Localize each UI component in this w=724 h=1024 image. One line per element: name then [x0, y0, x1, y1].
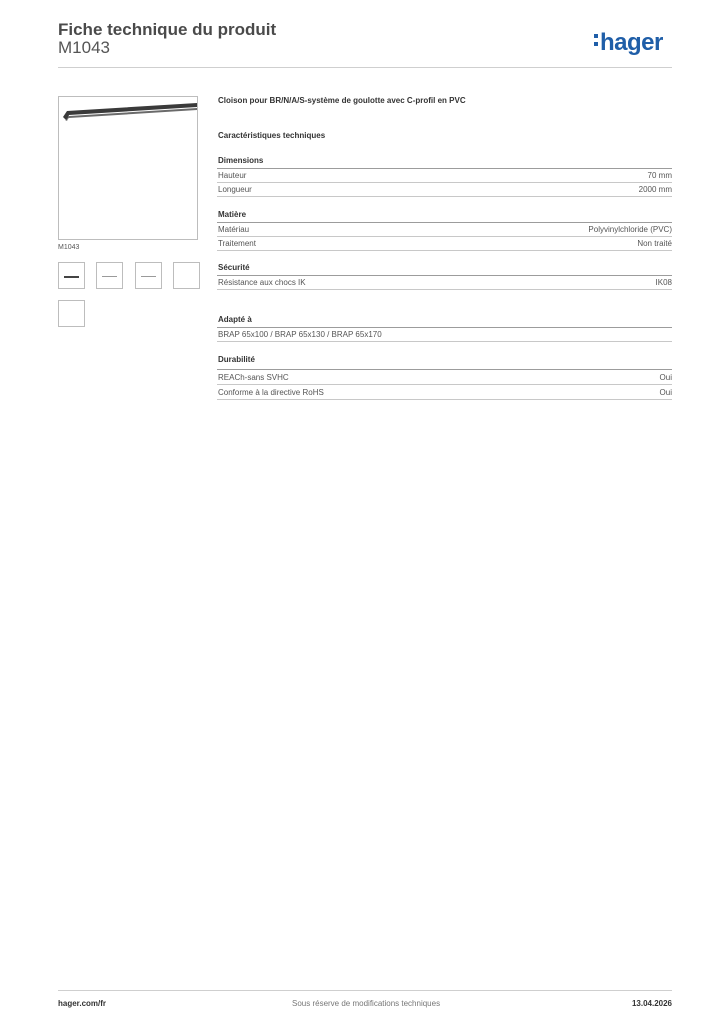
spec-value-ik: IK08 — [655, 278, 672, 287]
row-divider — [217, 384, 672, 385]
section-dimensions: Dimensions — [218, 156, 264, 165]
spec-key-reach: REACh-sans SVHC — [218, 373, 289, 382]
logo-text: hager — [600, 29, 663, 56]
section-securite: Sécurité — [218, 263, 250, 272]
section-divider — [217, 327, 672, 328]
section-divider — [217, 168, 672, 169]
spec-key-traitement: Traitement — [218, 239, 256, 248]
spec-value-longueur: 2000 mm — [638, 185, 672, 194]
spec-value-materiau: Polyvinylchloride (PVC) — [588, 225, 672, 234]
row-divider — [217, 341, 672, 342]
row-divider — [217, 289, 672, 290]
spec-value-hauteur: 70 mm — [647, 171, 672, 180]
header-divider — [58, 67, 672, 68]
product-image-caption: M1043 — [58, 244, 80, 251]
spec-key-ik: Résistance aux chocs IK — [218, 278, 306, 287]
product-reference: M1043 — [58, 38, 110, 57]
profile-line-icon — [102, 276, 117, 277]
product-description: Cloison pour BR/N/A/S-système de goulotte avec C-profil en PVC — [218, 96, 466, 105]
footer-date: 13.04.2026 — [631, 999, 672, 1008]
thumbnail-2[interactable] — [96, 262, 123, 289]
section-divider — [217, 369, 672, 370]
section-durabilite: Durabilité — [218, 355, 255, 364]
compatible-products: BRAP 65x100 / BRAP 65x130 / BRAP 65x170 — [218, 330, 382, 339]
thumbnail-4[interactable] — [173, 262, 200, 289]
footer-divider — [58, 990, 672, 991]
spec-value-rohs: Oui — [659, 388, 672, 397]
section-adapte: Adapté à — [218, 315, 252, 324]
page-title: Fiche technique du produit — [58, 20, 277, 39]
spec-key-longueur: Longueur — [218, 185, 252, 194]
thumbnail-3[interactable] — [135, 262, 162, 289]
specs-title: Caractéristiques techniques — [218, 131, 326, 140]
thumbnail-1[interactable] — [58, 262, 85, 289]
spec-value-traitement: Non traité — [637, 239, 672, 248]
hager-logo[interactable] — [594, 29, 663, 57]
product-image[interactable] — [58, 96, 198, 240]
row-divider — [217, 182, 672, 183]
row-divider — [217, 250, 672, 251]
c-profile-rail-icon — [59, 97, 197, 239]
profile-line-icon — [64, 276, 79, 278]
section-divider — [217, 275, 672, 276]
section-divider — [217, 222, 672, 223]
row-divider — [217, 236, 672, 237]
spec-key-rohs: Conforme à la directive RoHS — [218, 388, 324, 397]
footer-website-link[interactable]: hager.com/fr — [58, 999, 107, 1008]
spec-key-hauteur: Hauteur — [218, 171, 247, 180]
row-divider — [217, 399, 672, 400]
spec-value-reach: Oui — [659, 373, 672, 382]
footer-disclaimer: Sous réserve de modifications techniques — [292, 999, 441, 1008]
thumbnail-5[interactable] — [58, 300, 85, 327]
spec-key-materiau: Matériau — [218, 225, 250, 234]
section-matiere: Matière — [218, 210, 247, 219]
profile-line-icon — [141, 276, 156, 277]
row-divider — [217, 196, 672, 197]
logo-dots-icon — [594, 34, 598, 50]
